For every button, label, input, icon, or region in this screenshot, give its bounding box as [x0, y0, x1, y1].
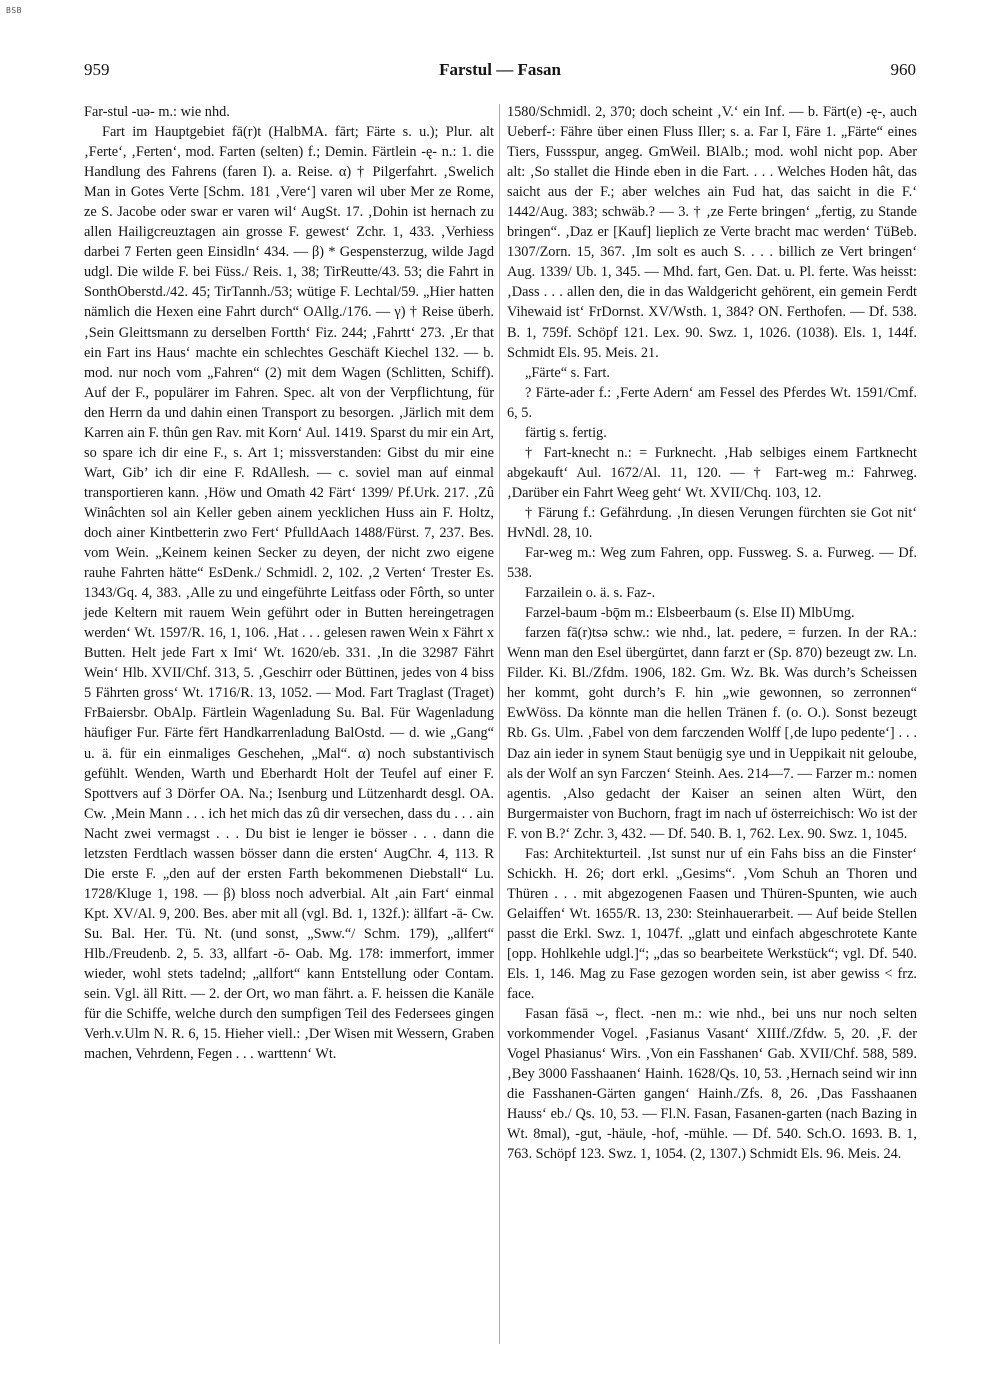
- page-number-right: 960: [890, 60, 916, 79]
- dictionary-entry: „Färte“ s. Fart.: [525, 364, 610, 381]
- dictionary-entry: Fas: Architekturteil. ‚Ist sunst nur uf ein Fahs biss an die Finster‘ Schickh. H. 26; dort erkl. „Gesims“. ‚Vom Schuh an Thoren und Thüren . . . mit abgezogenen Faasen und Thüren-Spunten, wie auch Gelaiffen‘ Wt. 1655/R. 13, 230: Steinhauerarbeit. — Auf beide Stellen passt die Erkl. Swz. 1, 1047f. „glatt und einfach abgeschrotete Kante [opp. Hohlkehle udgl.]“; „das so bearbeitete Werkstück“; vgl. Df. 540. Els. 1, 146. Mag zu Fase gezogen worden sein, ist aber gewiss < frz. face.: [507, 845, 917, 1003]
- dictionary-entry: Farzel-baum -bǭm m.: Elsbeerbaum (s. Else II) MlbUmg.: [525, 605, 855, 622]
- right-column: [507, 102, 917, 1164]
- dictionary-entry: ? Färte-ader f.: ‚Ferte Adern‘ am Fessel des Pferdes Wt. 1591/Cmf. 6, 5.: [507, 384, 917, 421]
- running-header: [84, 60, 916, 82]
- dictionary-entry: Fart im Hauptgebiet fā(r)t (HalbMA. fārt; Färte s. u.); Plur. alt ‚Ferte‘, ‚Ferten‘, mod. Farten (selten) f.; Demin. Färtlein -ę- n.: 1. die Handlung des Fahrens (faren I). a. Reise. α) † Pilgerfahrt. ‚Swelich Man in Gotes Verte [Schm. 181 ‚Vere‘] varen wil uber Mer ze Rome, ze S. Jacobe oder swar er varen wil‘ AugSt. 17. ‚Dohin ist hernach zu allen Hailigcreuztagen ain grosse F. gewest‘ Zchr. 1, 433. ‚Verhiess darbei 7 Ferten geen Einsidln‘ 434. — β) * Gespensterzug, wilde Jagd udgl. Die wilde F. bei Füss./ Reis. 1, 38; TirReutte/43. 53; die Fahrt in SonthOberstd./42. 45; TirTannh./53; wütige F. Lechtal/59. „Hier hatten nämlich die Hexen eine Fahrt durch“ OAllg./176. — γ) † Reise überh. ‚Sein Gleittsmann zu derselben Fortth‘ Fiz. 244; ‚Fahrtt‘ 273. ‚Er that ein Fart ins Haus‘ machte ein schlechtes Geschäft Kiechel 132. — b. mod. nur noch vom „Fahren“ (2) mit dem Wagen (Schlitten, Schiff). Auf der F., populärer im Fahren. Spec. alt von der Verpflichtung, für den Herrn da und dahin einen Transport zu besorgen. ‚Järlich mit dem Karren ain F. thûn gen Rav. mit Korn‘ Aul. 1419. Sparst du mir ein Art, so spare ich dir eine F., s. Art 1; missverstanden: Gibst du mir eine Wart, Gib’ ich dir eine F. RdAllesh. — c. soviel man auf einmal transportieren kann. ‚Höw und Omath 42 Färt‘ 1399/ Pf.Urk. 217. ‚Zû Winâchten sol ain Keller geben ainem yecklichen Huss ain F. Holtz, doch ainer Kintbetterin zwo Fert‘ PfulldAach 1488/Fürst. 7, 237. Bes. vom Wein. „Keinem keinen Secker zu deyen, der nicht zwo eigene rauhe Fahrten hätte“ EsDenk./ Schmidl. 2, 102. ‚2 Verten‘ Trester Es. 1343/Gq. 4, 383. ‚Alle zu und eingeführte Leitfass oder Fôrth, so unter jede Keltern mit rauem Wein geführt oder in Butten hereingetragen werden‘ Wt. 1597/R. 16, 1, 106. ‚Hat . . . gelesen rawen Wein x Fährt x Butten. Helt jede Fart x Imi‘ Wt. 1620/eb. 331. ‚In die 32987 Fährt Wein‘ Hlb. XVII/Chf. 313, 5. ‚Geschirr oder Büttinen, jedes von 4 biss 5 Fährten gross‘ Wt. 1716/R. 13, 1052. — Mod. Fart Traglast (Traget) FrBaiersbr. ObAlp. Färtlein Wagenladung Su. Bal. Für Wagenladung häufiger Fur. Färte fērt Handkarrenladung BalOstd. — d. wie „Gang“ u. ä. für ein einmaliges Geschehen, „Mal“. α) noch substantivisch gefühlt. Wenden, Warth und Eberhardt Holt der Teufel auf einer F. Spottvers auf 3 Dörfer OA. Na.; Isenburg und Lützenhardt desgl. OA. Cw. ‚Mein Mann . . . ich het mich das zû dir versechen, dass du . . . ain Nacht zwei vermagst . . . Du bist ie lenger ie bösser . . . dann die letzsten Ferdtlach wassen bösser dann die ersten‘ AugChr. 4, 113. R Die erste F. „den auf der ersten Farth bekommenen Diebstall“ Lu. 1728/Kluge 1, 198. — β) bloss noch adverbial. Alt ‚ain Fart‘ einmal Kpt. XV/Al. 9, 200. Bes. aber mit all (vgl. Bd. 1, 132f.): ällfart -ā- Cw. Su. Bal. Her. Tü. Nt. (und sonst, „Sww.“/ Schm. 179), „allfert“ Hlb./Freudenb. 2, 5. 33, allfart -ō- Oab. Mg. 178: immerfort, immer wieder, wohl stets tadelnd; „allfort“ kann Entstellung oder Contam. sein. Vgl. äll Ritt. — 2. der Ort, wo man fährt. a. F. heissen die Kanäle für die Schiffe, welche durch den sumpfigen Teil des Federsees gingen Verh.v.Ulm N. R. 6, 15. Hieher viell.: ‚Der Wisen mit Wessern, Graben machen, Vehrdenn, Fegen . . . warttenn‘ Wt.: [84, 124, 494, 1063]
- dictionary-entry: † Färung f.: Gefährdung. ‚In diesen Verungen fürchten sie Got nit‘ HvNdl. 28, 10.: [507, 504, 917, 541]
- dictionary-entry: 1580/Schmidl. 2, 370; doch scheint ‚V.‘ ein Inf. — b. Färt(e) -ę-, auch Ueberf-: Fähre über einen Fluss Iller; s. a. Far I, Färe 1. „Färte“ eines Tiers, Fussspur, angeg. GmWeil. BlAlb.; mod. wohl nicht pop. Aber alt: ‚So stallet die Hinde eben in die Fart. . . . Welches Hoden hât, das saicht aus der F.; aber welches ain Fud hat, das saicht in die F.‘ 1442/Aug. 383; schwäb.? — 3. † ‚ze Ferte bringen‘ „fertig, zu Stande bringen“. ‚Daz er [Kauf] lieplich ze Verte bracht mac werden‘ TüBeb. 1307/Zorn. 15, 367. ‚Im solt es auch S. . . . billich ze Vert bringen‘ Aug. 1339/ Ub. 1, 345. — Mhd. fart, Gen. Dat. u. Pl. ferte. Was heisst: ‚Dass . . . allen den, die in das Waldgericht gehörent, ein gemein Ferdt Vihewaid ist‘ FrDornst. XV/Wsth. 1, 384? ON. Ferthofen. — Df. 538. B. 1, 759f. Schöpf 121. Lex. 90. Swz. 1, 1026. (1038). Els. 1, 144f. Schmidt Els. 95. Meis. 21.: [507, 104, 917, 361]
- dictionary-entry: Far-weg m.: Weg zum Fahren, opp. Fussweg. S. a. Furweg. — Df. 538.: [507, 545, 917, 582]
- dictionary-entry: Fasan fāsā ⌣, flect. -nen m.: wie nhd., bei uns nur noch selten vorkommender Vogel. ‚Fasianus Vasant‘ XIIIf./Zfdw. 5, 20. ‚F. der Vogel Phasianus‘ Wirs. ‚Von ein Fasshanen‘ Gab. XVII/Chf. 588, 589. ‚Bey 3000 Fasshaanen‘ Hainh. 1628/Qs. 10, 53. ‚Hernach seind wir inn die Fasshanen-Gärten gangen‘ Hainh./Zfs. 8, 26. ‚Das Fasshaanen Hauss‘ eb./ Qs. 10, 53. — Fl.N. Fasan, Fasanen-garten (nach Bazing in Wt. 8mal), -gut, -häule, -hof, -mühle. — Df. 540. Sch.O. 1693. B. 1, 763. Schöpf 123. Swz. 1, 1054. (2, 1307.) Schmidt Els. 96. Meis. 24.: [507, 1006, 917, 1163]
- page-title: Farstul — Fasan: [439, 60, 561, 79]
- dictionary-entry: † Fart-knecht n.: = Furknecht. ‚Hab selbiges einem Fartknecht abgekauft‘ Aul. 1672/Al. 11, 120. — † Fart-weg m.: Fahrweg. ‚Darüber ein Fahrt Weeg geht‘ Wt. XVII/Chq. 103, 12.: [507, 444, 917, 501]
- dictionary-entry: Farzailein o. ä. s. Faz-.: [525, 585, 656, 602]
- column-divider: [499, 104, 500, 1344]
- library-stamp: BSB: [6, 6, 22, 15]
- dictionary-entry: färtig s. fertig.: [525, 424, 607, 441]
- dictionary-entry: Far-stul -uə- m.: wie nhd.: [84, 104, 230, 120]
- page-number-left: 959: [84, 60, 110, 79]
- dictionary-entry: farzen fā(r)tsə schw.: wie nhd., lat. pedere, = furzen. In der RA.: Wenn man den Esel übergürtet, dann farzt er (Sp. 870) bezeugt zw. Ln. Filder. Ki. Bl./Zfdm. 1906, 182. Gm. Wz. Bk. Was durch’s Scheissen her kommt, goht durch’s F. hin „wie gewonnen, so zerronnen“ EwWöss. Da könnte man die hellen Tränen f. (o. O.). Sonst bezeugt Rb. Gs. Ulm. ‚Fabel von dem farczenden Wolff [‚de lupo pedente‘] . . . Daz ain ieder in synem Staut benügig sye und in Ueppikait nit geloube, als der Wolf an syn Farczen‘ Steinh. Aes. 214—7. — Farzer m.: nomen agentis. ‚Also gedacht der Kaiser an seinen alten Würt, den Burgermaister von Buchorn, fragt im nach uf österreichisch: Wo ist der F. von B.?‘ Zchr. 3, 432. — Df. 540. B. 1, 762. Lex. 90. Swz. 1, 1045.: [507, 625, 917, 842]
- left-column: [84, 102, 494, 1064]
